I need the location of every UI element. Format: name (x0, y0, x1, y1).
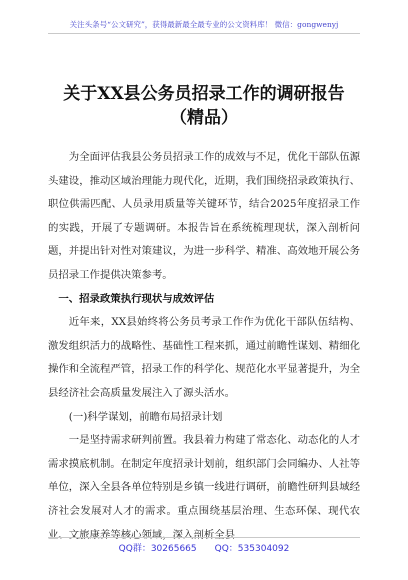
footer-qq-group: QQ群：30265665 (118, 544, 197, 554)
footer-qq: QQ：535304092 (214, 544, 290, 554)
subsection-1-heading: (一)科学谋划，前瞻布局招录计划 (68, 410, 223, 423)
title-line-1: 关于XX县公务员招录工作的调研报告 (63, 84, 345, 104)
section-1-heading: 一、招录政策执行现状与成效评估 (58, 292, 215, 305)
footer-contact (48, 542, 360, 556)
document-title (40, 82, 368, 130)
document-body (48, 146, 360, 547)
title-line-2: （精品） (170, 108, 238, 128)
footer-divider (48, 537, 360, 538)
subsection-1-paragraph: 一是坚持需求研判前置。我县着力构建了常态化、动态化的人才需求摸底机制。在制定年度招录计划前，组织部门会同编办、人社等单位，深入全县各单位特别是乡镇一线进行调研，前瞻性研判县域经济社会发展对人才的需求。重点围绕基层治理、生态环保、现代农业、文旅康养等核心领域，深入剖析全县 (48, 434, 360, 541)
header-divider (48, 33, 360, 34)
header-promo-text: 关注头条号“公文研究”，获得最新最全最专业的公文资料库！ 微信：gongwenyj (69, 20, 339, 29)
intro-paragraph: 为全面评估我县公务员招录工作的成效与不足，优化干部队伍源头建设，推动区域治理能力现代化，近期，我们围绕招录政策执行、职位供需匹配、人员录用质量等关键环节，结合2025年度招录工作的实践，开展了专题调研。本报告旨在系统梳理现状，深入剖析问题，并提出针对性对策建议，为进一步科学、精准、高效地开展公务员招录工作提供决策参考。 (48, 151, 360, 281)
section-1-paragraph: 近年来，XX县始终将公务员考录工作作为优化干部队伍结构、激发组织活力的战略性、基础性工程来抓，通过前瞻性谋划、精细化操作和全流程严管，招录工作的科学化、规范化水平显著提升，为全县经济社会高质量发展注入了源头活水。 (48, 316, 360, 399)
